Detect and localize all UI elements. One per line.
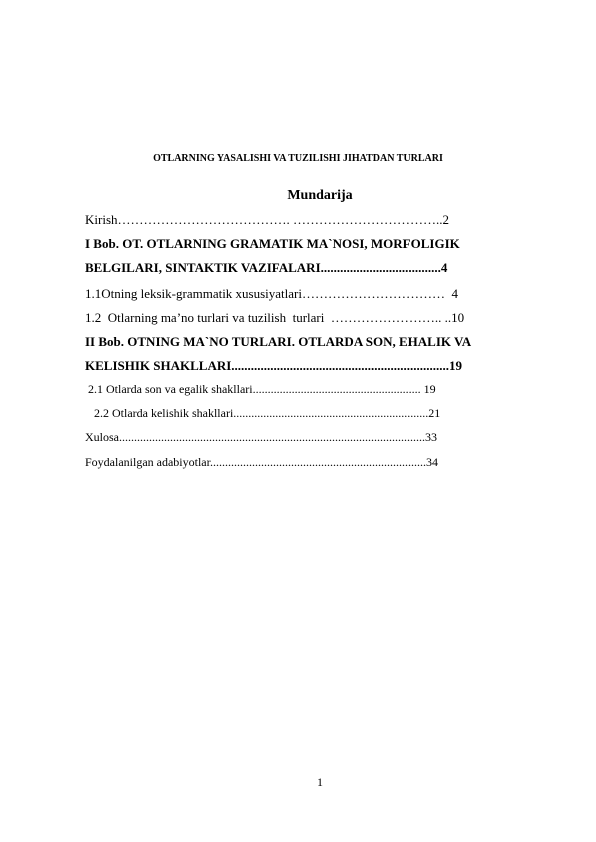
toc-entry-chapter-1-line-1: I Bob. OT. OTLARNING GRAMATIK MA`NOSI, MORFOLIGIK [85,236,460,251]
toc-entry-conclusion: Xulosa......................................................................................................33 [85,430,437,444]
toc-entry-section-2-2: 2.2 Otlarda kelishik shakllari.................................................................21 [85,406,441,420]
toc-entry-chapter-2-line-2: KELISHIK SHAKLLARI...................................................................19 [85,358,463,373]
document-title: OTLARNING YASALISHI VA TUZILISHI JIHATDAN TURLARI [153,153,443,164]
toc-entry-section-1-2: 1.2 Otlarning ma’no turlari va tuzilish turlari …………………….. ..10 [85,310,465,325]
toc-entry-section-2-1: 2.1 Otlarda son va egalik shakllari........................................................ 19 [85,382,436,396]
toc-heading: Mundarija [287,188,353,203]
page-number: 1 [317,775,323,789]
toc-entry-introduction: Kirish…………………………………. ……………………………..2 [85,212,449,227]
toc-entry-section-1-1: 1.1Otning leksik-grammatik xususiyatlari…………………………… 4 [85,286,458,301]
toc-entry-references: Foydalanilgan adabiyotlar........................................................................34 [85,455,438,469]
toc-entry-chapter-2-line-1: II Bob. OTNING MA`NO TURLARI. OTLARDA SON, EHALIK VA [85,334,472,349]
toc-entry-chapter-1-line-2: BELGILARI, SINTAKTIK VAZIFALARI.....................................4 [85,260,448,275]
